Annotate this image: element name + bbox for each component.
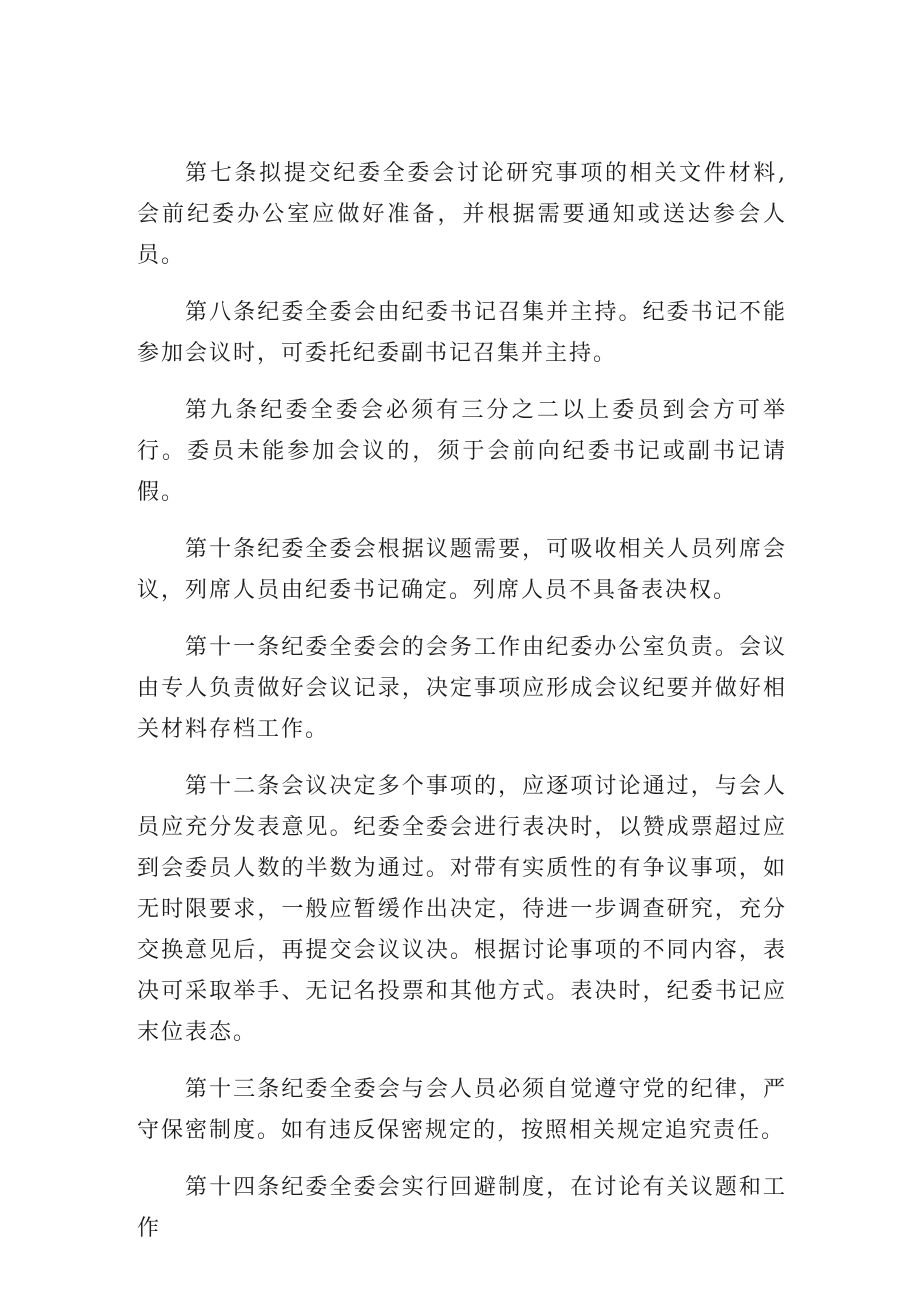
article-12-paragraph: 第十二条会议决定多个事项的，应逐项讨论通过，与会人员应充分发表意见。纪委全委会进行表决时，以赞成票超过应到会委员人数的半数为通过。对带有实质性的有争议事项，如无时限要求，一般应暂缓作出决定，待进一步调查研究，充分交换意见后，再提交会议议决。根据讨论事项的不同内容，表决可采取举手、无记名投票和其他方式。表决时，纪委书记应末位表态。 — [137, 774, 787, 1045]
article-10-paragraph: 第十条纪委全委会根据议题需要，可吸收相关人员列席会议，列席人员由纪委书记确定。列席人员不具备表决权。 — [137, 537, 787, 603]
article-8-paragraph: 第八条纪委全委会由纪委书记召集并主持。纪委书记不能参加会议时，可委托纪委副书记召集并主持。 — [137, 300, 787, 366]
article-9-paragraph: 第九条纪委全委会必须有三分之二以上委员到会方可举行。委员未能参加会议的，须于会前向纪委书记或副书记请假。 — [137, 398, 787, 505]
article-11-paragraph: 第十一条纪委全委会的会务工作由纪委办公室负责。会议由专人负责做好会议记录，决定事项应形成会议纪要并做好相关材料存档工作。 — [137, 635, 787, 742]
document-body — [137, 153, 787, 1265]
article-14-paragraph: 第十四条纪委全委会实行回避制度，在讨论有关议题和工作 — [137, 1175, 787, 1241]
article-13-paragraph: 第十三条纪委全委会与会人员必须自觉遵守党的纪律，严守保密制度。如有违反保密规定的，按照相关规定追究责任。 — [137, 1077, 787, 1143]
article-7-paragraph: 第七条拟提交纪委全委会讨论研究事项的相关文件材料,会前纪委办公室应做好准备，并根据需要通知或送达参会人员。 — [137, 161, 787, 268]
